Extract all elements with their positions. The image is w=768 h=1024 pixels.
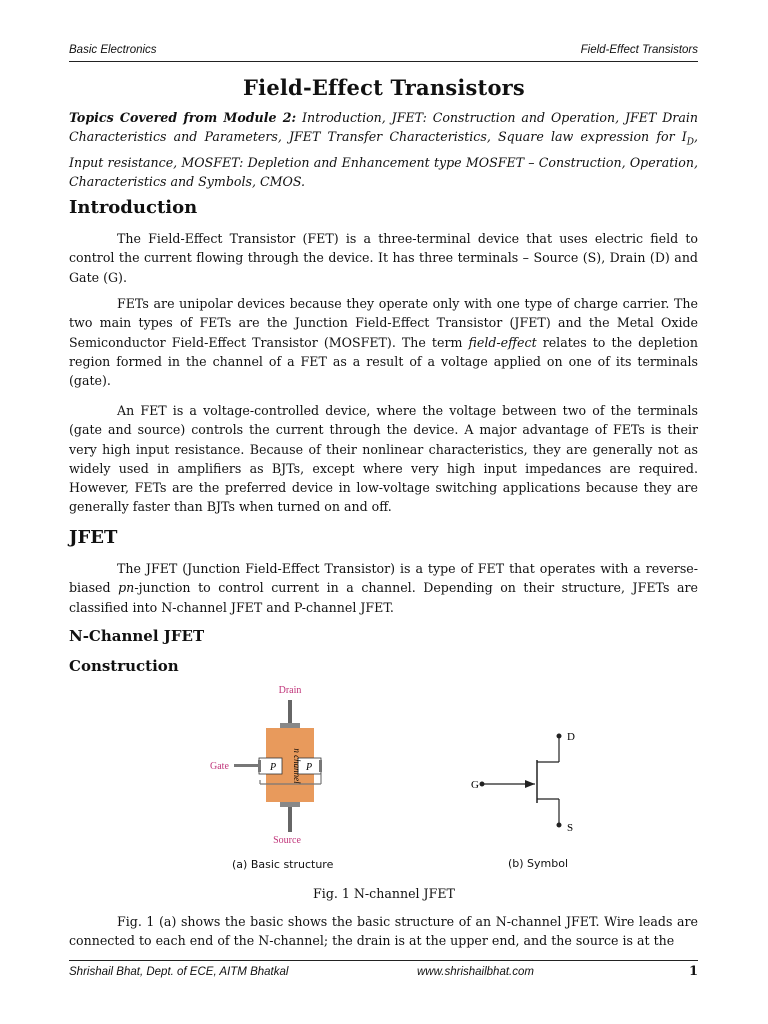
heading-n-channel-jfet: N-Channel JFET: [69, 627, 205, 645]
heading-introduction: Introduction: [69, 197, 198, 218]
page-title: Field-Effect Transistors: [243, 75, 525, 100]
topics-paragraph: [69, 108, 698, 192]
symbol-source-terminal: [557, 823, 562, 828]
symbol-drain-terminal: [557, 734, 562, 739]
intro-paragraph-2: [69, 294, 698, 390]
figure-caption: Fig. 1 N-channel JFET: [313, 886, 455, 901]
jfet-p1-text-b: -junction to control current in a channel. Depending on their structure, JFETs are classified into N-channel JFET and P-channel JFET.: [69, 580, 698, 615]
n-channel-label: n channel: [292, 748, 302, 784]
jfet-p1-text-a: The JFET (Junction Field-Effect Transistor) is a type of FET that operates with a reverse-biased: [69, 561, 698, 596]
p-label-left: P: [270, 762, 277, 773]
footer-author: Shrishail Bhat, Dept. of ECE, AITM Bhatkal: [69, 966, 289, 978]
symbol-label-d: D: [567, 731, 575, 743]
after-figure-paragraph: Fig. 1 (a) shows the basic shows the basic structure of an N-channel JFET. Wire leads are connected to each end of the N-channel; the drain is at the upper end, and the source is at the: [69, 914, 698, 949]
p-label-right: P: [306, 762, 313, 773]
topics-label: Topics Covered from Module 2:: [69, 110, 297, 125]
gate-label: Gate: [210, 761, 229, 772]
caption-basic-structure: (a) Basic structure: [232, 858, 334, 871]
header-left: Basic Electronics: [69, 44, 157, 56]
intro-p2-text-a: FETs are unipolar devices because they operate only with one type of charge carrier. The two main types of FETs are the Junction Field-Effect Transistor (JFET) and the Metal Oxide Semiconductor Field-Effect Transistor (MOSFET). The term: [69, 296, 698, 350]
source-label: Source: [273, 835, 301, 846]
symbol-gate-arrow: [525, 780, 535, 788]
footer-website: www.shrishailbhat.com: [417, 966, 534, 978]
page-number: 1: [688, 964, 698, 979]
intro-p2-italic: field-effect: [468, 334, 537, 350]
topics-text-a: Introduction, JFET: Construction and Operation, JFET Drain Characteristics and Parameters, JFET Transfer Characteristics, Square law expression for: [69, 110, 698, 145]
drain-label: Drain: [278, 685, 302, 696]
jfet-p1-italic: pn: [118, 580, 135, 596]
gate-lead: [234, 764, 260, 767]
symbol-label-s: S: [567, 822, 574, 834]
caption-symbol: (b) Symbol: [508, 857, 569, 870]
heading-jfet: JFET: [69, 527, 118, 548]
heading-construction: Construction: [69, 657, 179, 675]
header-right: Field-Effect Transistors: [580, 44, 698, 56]
topics-text-b: , Input resistance, MOSFET: Depletion and Enhancement type MOSFET – Construction, Operation, Characteristics and Symbols, CMOS.: [69, 129, 698, 190]
jfet-paragraph-1: [69, 559, 698, 617]
jfet-symbol-diagram: [465, 725, 595, 840]
gate-contact-left: [258, 760, 261, 772]
symbol-label-g: G: [471, 779, 479, 791]
header-rule: [69, 61, 698, 62]
gate-contact-right: [319, 760, 322, 772]
footer-rule: [69, 960, 698, 961]
jfet-structure-diagram: [200, 680, 350, 850]
intro-paragraph-1: The Field-Effect Transistor (FET) is a three-terminal device that uses electric field to control the current flowing through the device. It has three terminals – Source (S), Drain (D) and Gate (G).: [69, 231, 698, 285]
symbol-gate-terminal: [480, 782, 485, 787]
intro-paragraph-3: An FET is a voltage-controlled device, where the voltage between two of the terminals (gate and source) controls the current through the device. A major advantage of FETs is their very high input resistance. Because of their nonlinear characteristics, they are generally not as widely used in amplifiers as BJTs, except where very high input impedances are required. However, FETs are the preferred device in low-voltage switching applications because they are generally faster than BJTs when turned on and off.: [69, 403, 698, 515]
intro-p2-text-b: relates to the depletion region formed in the channel of a FET as a result of a voltage applied on one of its terminals (gate).: [69, 334, 698, 389]
topics-var: I: [681, 129, 687, 145]
topics-sub: D: [686, 137, 694, 148]
